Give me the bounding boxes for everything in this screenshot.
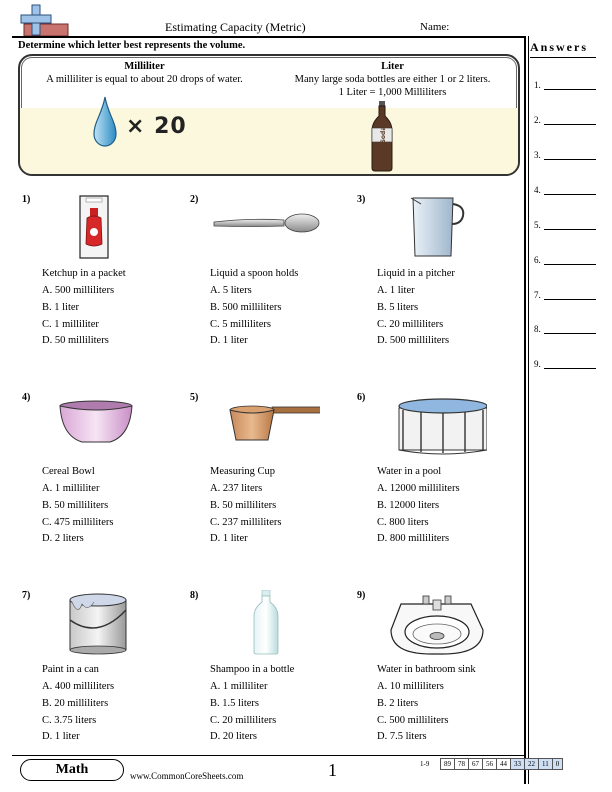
problem-2 — [190, 194, 350, 384]
problem-description: Liquid a spoon holds — [210, 268, 299, 279]
option-a[interactable]: A. 1 liter — [377, 285, 415, 296]
milliliter-info — [22, 60, 267, 86]
answer-number: 6. — [534, 255, 541, 265]
shampoo-bottle-icon — [210, 590, 320, 656]
subject-badge: Math — [20, 759, 124, 781]
score-cell: 89 — [441, 759, 455, 770]
option-c[interactable]: C. 1 milliliter — [42, 319, 99, 330]
problem-number: 1) — [22, 194, 31, 205]
water-drop-icon — [92, 96, 118, 148]
instructions: Determine which letter best represents the volume. — [18, 40, 246, 51]
bowl-icon — [42, 392, 152, 458]
problem-number: 2) — [190, 194, 199, 205]
option-d[interactable]: D. 800 milliliters — [377, 533, 450, 544]
option-c[interactable]: C. 5 milliliters — [210, 319, 271, 330]
option-b[interactable]: B. 50 milliliters — [42, 500, 109, 511]
website-link[interactable]: www.CommonCoreSheets.com — [130, 771, 244, 781]
score-range-label: 1-9 — [420, 760, 430, 768]
option-d[interactable]: D. 1 liter — [210, 335, 248, 346]
option-b[interactable]: B. 2 liters — [377, 698, 419, 709]
problem-description: Measuring Cup — [210, 466, 276, 477]
problem-description: Liquid in a pitcher — [377, 268, 455, 279]
soda-bottle-icon — [370, 100, 394, 172]
problem-number: 6) — [357, 392, 366, 403]
option-c[interactable]: C. 20 milliliters — [210, 715, 277, 726]
info-box — [18, 54, 520, 176]
option-d[interactable]: D. 500 milliliters — [377, 335, 450, 346]
ketchup-packet-icon — [42, 194, 152, 260]
sink-icon — [377, 590, 487, 656]
problem-number: 4) — [22, 392, 31, 403]
answer-number: 7. — [534, 290, 541, 300]
option-c[interactable]: C. 237 milliliters — [210, 517, 282, 528]
soda-label: Soda — [380, 126, 387, 144]
page-title: Estimating Capacity (Metric) — [165, 20, 306, 34]
option-a[interactable]: A. 237 liters — [210, 483, 263, 494]
problem-1 — [22, 194, 182, 384]
option-b[interactable]: B. 500 milliliters — [210, 302, 282, 313]
option-a[interactable]: A. 1 milliliter — [42, 483, 100, 494]
option-b[interactable]: B. 50 milliliters — [210, 500, 277, 511]
answer-number: 4. — [534, 185, 541, 195]
answers-heading-underline — [530, 57, 596, 58]
option-c[interactable]: C. 800 liters — [377, 517, 429, 528]
liter-heading: Liter — [381, 61, 404, 72]
problem-6 — [357, 392, 517, 582]
option-a[interactable]: A. 400 milliliters — [42, 681, 115, 692]
problem-description: Shampoo in a bottle — [210, 664, 295, 675]
spoon-icon — [210, 194, 320, 260]
option-a[interactable]: A. 12000 milliliters — [377, 483, 460, 494]
liter-info — [270, 60, 515, 99]
option-c[interactable]: C. 20 milliliters — [377, 319, 444, 330]
answer-number: 1. — [534, 80, 541, 90]
problem-number: 3) — [357, 194, 366, 205]
option-d[interactable]: D. 7.5 liters — [377, 731, 427, 742]
option-a[interactable]: A. 1 milliliter — [210, 681, 268, 692]
header-divider — [12, 36, 524, 38]
score-cell: 67 — [469, 759, 483, 770]
score-cell: 33 — [511, 759, 525, 770]
option-d[interactable]: D. 1 liter — [42, 731, 80, 742]
problem-number: 9) — [357, 590, 366, 601]
answer-number: 5. — [534, 220, 541, 230]
name-label: Name: — [420, 21, 450, 33]
milliliter-heading: Milliliter — [124, 61, 165, 72]
answer-blank-2[interactable] — [534, 115, 596, 125]
option-b[interactable]: B. 1.5 liters — [210, 698, 259, 709]
problem-7 — [22, 590, 182, 780]
answer-number: 8. — [534, 324, 541, 334]
answers-heading: Answers — [530, 40, 588, 54]
problem-description: Paint in a can — [42, 664, 99, 675]
answer-blank-6[interactable] — [534, 255, 596, 265]
option-a[interactable]: A. 5 liters — [210, 285, 252, 296]
option-d[interactable]: D. 50 milliliters — [42, 335, 109, 346]
answer-number: 2. — [534, 115, 541, 125]
option-b[interactable]: B. 20 milliliters — [42, 698, 109, 709]
option-d[interactable]: D. 2 liters — [42, 533, 84, 544]
problem-5 — [190, 392, 350, 582]
answer-column-border — [524, 36, 526, 784]
answer-blank-1[interactable] — [534, 80, 596, 90]
option-c[interactable]: C. 500 milliliters — [377, 715, 449, 726]
score-cell: 44 — [497, 759, 511, 770]
score-cell: 78 — [455, 759, 469, 770]
option-c[interactable]: C. 475 milliliters — [42, 517, 114, 528]
page-number: 1 — [328, 760, 337, 780]
score-cell: 11 — [539, 759, 553, 770]
score-cell: 22 — [525, 759, 539, 770]
liter-text: Many large soda bottles are either 1 or 2 liters. — [294, 74, 491, 85]
option-b[interactable]: B. 12000 liters — [377, 500, 440, 511]
pitcher-icon — [377, 194, 487, 260]
option-b[interactable]: B. 1 liter — [42, 302, 80, 313]
answer-blank-5[interactable] — [534, 220, 596, 230]
problem-4 — [22, 392, 182, 582]
liter-conversion: 1 Liter = 1,000 Milliliters — [338, 87, 447, 98]
option-d[interactable]: D. 1 liter — [210, 533, 248, 544]
answer-blank-4[interactable] — [534, 185, 596, 195]
option-b[interactable]: B. 5 liters — [377, 302, 419, 313]
option-a[interactable]: A. 500 milliliters — [42, 285, 115, 296]
answer-blank-7[interactable] — [534, 290, 596, 300]
plus-logo-icon — [18, 4, 70, 38]
problem-description: Cereal Bowl — [42, 466, 95, 477]
problem-description: Water in a pool — [377, 466, 442, 477]
problem-description: Ketchup in a packet — [42, 268, 126, 279]
answer-blank-8[interactable] — [534, 324, 596, 334]
answer-blank-9[interactable] — [534, 359, 596, 369]
problem-9 — [357, 590, 517, 780]
milliliter-text: A milliliter is equal to about 20 drops of water. — [46, 74, 243, 85]
answer-column-border — [528, 36, 529, 784]
problem-3 — [357, 194, 517, 384]
problem-number: 7) — [22, 590, 31, 601]
measuring-cup-icon — [210, 392, 320, 458]
option-a[interactable]: A. 10 milliliters — [377, 681, 444, 692]
answer-number: 3. — [534, 150, 541, 160]
times-twenty: × 20 — [126, 114, 187, 139]
problem-description: Water in bathroom sink — [377, 664, 476, 675]
option-c[interactable]: C. 3.75 liters — [42, 715, 97, 726]
score-cell: 56 — [483, 759, 497, 770]
score-table — [440, 758, 563, 770]
answer-blank-3[interactable] — [534, 150, 596, 160]
problem-number: 5) — [190, 392, 199, 403]
score-cell: 0 — [552, 759, 563, 770]
paint-can-icon — [42, 590, 152, 656]
pool-icon — [377, 392, 487, 458]
problem-8 — [190, 590, 350, 780]
problem-number: 8) — [190, 590, 199, 601]
answer-number: 9. — [534, 359, 541, 369]
footer-divider — [12, 755, 524, 756]
option-d[interactable]: D. 20 liters — [210, 731, 257, 742]
